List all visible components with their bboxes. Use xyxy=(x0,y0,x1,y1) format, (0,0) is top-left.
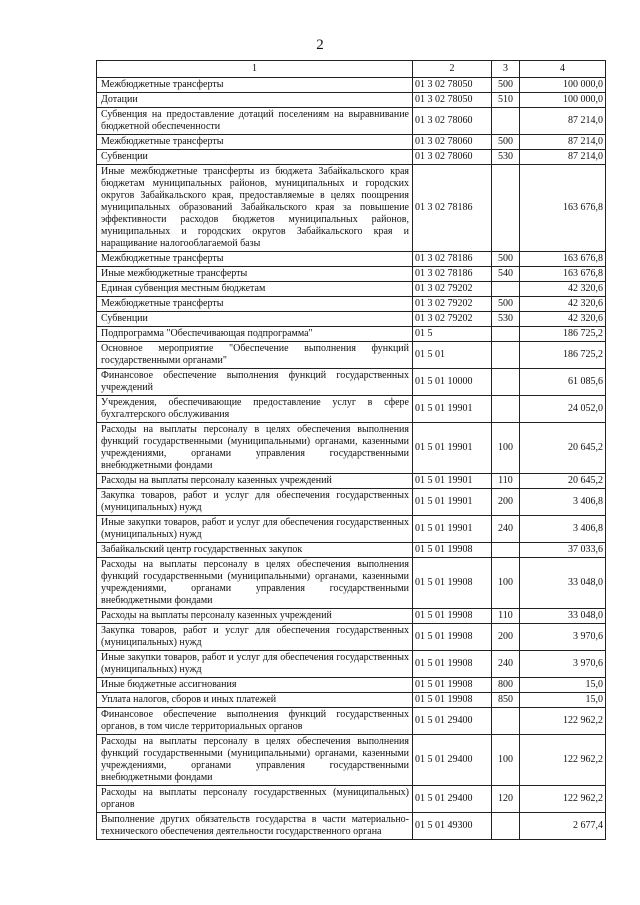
row-vr: 530 xyxy=(492,150,520,165)
table-row xyxy=(97,693,606,708)
table-row xyxy=(97,267,606,282)
header-col-2: 2 xyxy=(413,61,492,78)
table-row xyxy=(97,474,606,489)
row-vr xyxy=(492,327,520,342)
table-row xyxy=(97,93,606,108)
row-code: 01 3 02 78060 xyxy=(413,150,492,165)
row-code: 01 5 xyxy=(413,327,492,342)
row-sum: 87 214,0 xyxy=(520,135,606,150)
row-sum: 3 970,6 xyxy=(520,651,606,678)
row-sum: 163 676,8 xyxy=(520,165,606,252)
row-code: 01 5 01 19908 xyxy=(413,609,492,624)
row-name: Межбюджетные трансферты xyxy=(97,135,413,150)
row-code: 01 3 02 78186 xyxy=(413,165,492,252)
row-name: Расходы на выплаты персоналу в целях обеспечения выполнения функций государственными (муниципальными) органами, казенными учреждениями, органами управления государственными внебюджетными фондами xyxy=(97,423,413,474)
row-vr: 850 xyxy=(492,693,520,708)
row-name: Иные межбюджетные трансферты из бюджета Забайкальского края бюджетам муниципальных районов, муниципальных и городских округов Забайкальского края, предоставляемые в целях поощрения муниципальных образований Забайкальского края за повышение эффективности расходов бюджетов муниципальных районов, муниципальных и городских округов Забайкальского края и наращивание налогооблагаемой базы xyxy=(97,165,413,252)
row-vr: 500 xyxy=(492,252,520,267)
table-row xyxy=(97,708,606,735)
row-code: 01 5 01 19908 xyxy=(413,543,492,558)
row-name: Учреждения, обеспечивающие предоставление услуг в сфере бухгалтерского обслуживания xyxy=(97,396,413,423)
row-vr xyxy=(492,708,520,735)
row-name: Выполнение других обязательств государства в части материально-технического обеспечения деятельности государственного органа xyxy=(97,813,413,840)
row-sum: 61 085,6 xyxy=(520,369,606,396)
row-sum: 3 406,8 xyxy=(520,489,606,516)
row-sum: 33 048,0 xyxy=(520,558,606,609)
row-vr xyxy=(492,396,520,423)
row-sum: 122 962,2 xyxy=(520,735,606,786)
row-vr: 110 xyxy=(492,609,520,624)
row-name: Расходы на выплаты персоналу в целях обеспечения выполнения функций государственными (муниципальными) органами, казенными учреждениями, органами управления государственными внебюджетными фондами xyxy=(97,735,413,786)
row-code: 01 5 01 29400 xyxy=(413,786,492,813)
table-row xyxy=(97,312,606,327)
row-code: 01 3 02 78050 xyxy=(413,93,492,108)
row-code: 01 5 01 xyxy=(413,342,492,369)
row-sum: 100 000,0 xyxy=(520,78,606,93)
row-name: Закупка товаров, работ и услуг для обеспечения государственных (муниципальных) нужд xyxy=(97,489,413,516)
row-vr: 500 xyxy=(492,135,520,150)
row-code: 01 5 01 10000 xyxy=(413,369,492,396)
row-code: 01 3 02 78060 xyxy=(413,108,492,135)
row-code: 01 5 01 19901 xyxy=(413,423,492,474)
row-name: Иные закупки товаров, работ и услуг для обеспечения государственных (муниципальных) нужд xyxy=(97,651,413,678)
table-row xyxy=(97,735,606,786)
row-vr: 100 xyxy=(492,558,520,609)
row-code: 01 5 01 19901 xyxy=(413,396,492,423)
row-name: Межбюджетные трансферты xyxy=(97,297,413,312)
row-sum: 163 676,8 xyxy=(520,252,606,267)
row-vr: 530 xyxy=(492,312,520,327)
row-vr: 540 xyxy=(492,267,520,282)
row-name: Субвенции xyxy=(97,312,413,327)
row-vr xyxy=(492,813,520,840)
row-name: Межбюджетные трансферты xyxy=(97,252,413,267)
row-sum: 87 214,0 xyxy=(520,150,606,165)
row-vr xyxy=(492,165,520,252)
row-code: 01 5 01 19901 xyxy=(413,516,492,543)
row-code: 01 3 02 79202 xyxy=(413,282,492,297)
row-code: 01 5 01 19901 xyxy=(413,489,492,516)
table-row xyxy=(97,78,606,93)
table-row xyxy=(97,516,606,543)
row-name: Расходы на выплаты персоналу государственных (муниципальных) органов xyxy=(97,786,413,813)
row-sum: 122 962,2 xyxy=(520,708,606,735)
row-vr xyxy=(492,543,520,558)
row-sum: 186 725,2 xyxy=(520,342,606,369)
row-code: 01 3 02 78060 xyxy=(413,135,492,150)
row-name: Иные закупки товаров, работ и услуг для обеспечения государственных (муниципальных) нужд xyxy=(97,516,413,543)
header-col-1: 1 xyxy=(97,61,413,78)
header-col-3: 3 xyxy=(492,61,520,78)
row-code: 01 3 02 78186 xyxy=(413,267,492,282)
row-sum: 3 970,6 xyxy=(520,624,606,651)
row-vr: 100 xyxy=(492,735,520,786)
table-row xyxy=(97,297,606,312)
table-row xyxy=(97,786,606,813)
row-vr xyxy=(492,369,520,396)
table-body xyxy=(97,78,606,840)
row-code: 01 5 01 19908 xyxy=(413,693,492,708)
row-code: 01 5 01 19908 xyxy=(413,678,492,693)
row-code: 01 5 01 29400 xyxy=(413,735,492,786)
row-code: 01 3 02 79202 xyxy=(413,297,492,312)
table-row xyxy=(97,813,606,840)
row-code: 01 3 02 79202 xyxy=(413,312,492,327)
header-row xyxy=(97,61,606,78)
row-sum: 87 214,0 xyxy=(520,108,606,135)
row-vr xyxy=(492,108,520,135)
row-name: Забайкальский центр государственных закупок xyxy=(97,543,413,558)
table-row xyxy=(97,609,606,624)
row-name: Единая субвенция местным бюджетам xyxy=(97,282,413,297)
row-sum: 15,0 xyxy=(520,693,606,708)
row-vr: 200 xyxy=(492,624,520,651)
row-name: Финансовое обеспечение выполнения функций государственных органов, в том числе территориальных органов xyxy=(97,708,413,735)
row-name: Закупка товаров, работ и услуг для обеспечения государственных (муниципальных) нужд xyxy=(97,624,413,651)
table-row xyxy=(97,678,606,693)
row-sum: 100 000,0 xyxy=(520,93,606,108)
row-name: Субвенции xyxy=(97,150,413,165)
table-row xyxy=(97,624,606,651)
row-vr xyxy=(492,282,520,297)
row-sum: 42 320,6 xyxy=(520,312,606,327)
row-name: Финансовое обеспечение выполнения функций государственных учреждений xyxy=(97,369,413,396)
page-number: 2 xyxy=(316,37,324,53)
row-code: 01 5 01 19908 xyxy=(413,558,492,609)
row-sum: 2 677,4 xyxy=(520,813,606,840)
table-row xyxy=(97,165,606,252)
row-code: 01 5 01 19908 xyxy=(413,624,492,651)
row-vr: 200 xyxy=(492,489,520,516)
row-sum: 186 725,2 xyxy=(520,327,606,342)
row-name: Дотации xyxy=(97,93,413,108)
row-sum: 24 052,0 xyxy=(520,396,606,423)
row-sum: 20 645,2 xyxy=(520,474,606,489)
row-vr: 100 xyxy=(492,423,520,474)
row-vr: 500 xyxy=(492,78,520,93)
table-row xyxy=(97,342,606,369)
table-row xyxy=(97,558,606,609)
row-code: 01 5 01 19908 xyxy=(413,651,492,678)
row-vr: 120 xyxy=(492,786,520,813)
table-row xyxy=(97,282,606,297)
table-row xyxy=(97,489,606,516)
row-vr: 800 xyxy=(492,678,520,693)
row-vr: 500 xyxy=(492,297,520,312)
table-row xyxy=(97,252,606,267)
row-name: Основное мероприятие "Обеспечение выполнения функций государственными органами" xyxy=(97,342,413,369)
row-code: 01 3 02 78050 xyxy=(413,78,492,93)
table-row xyxy=(97,423,606,474)
row-name: Расходы на выплаты персоналу казенных учреждений xyxy=(97,474,413,489)
table-row xyxy=(97,651,606,678)
table-row xyxy=(97,108,606,135)
header-col-4: 4 xyxy=(520,61,606,78)
row-sum: 163 676,8 xyxy=(520,267,606,282)
row-name: Уплата налогов, сборов и иных платежей xyxy=(97,693,413,708)
row-name: Подпрограмма "Обеспечивающая подпрограмма" xyxy=(97,327,413,342)
table-row xyxy=(97,396,606,423)
row-sum: 122 962,2 xyxy=(520,786,606,813)
row-vr: 240 xyxy=(492,651,520,678)
row-code: 01 5 01 49300 xyxy=(413,813,492,840)
row-code: 01 5 01 19901 xyxy=(413,474,492,489)
row-name: Межбюджетные трансферты xyxy=(97,78,413,93)
row-sum: 3 406,8 xyxy=(520,516,606,543)
row-sum: 42 320,6 xyxy=(520,282,606,297)
budget-table xyxy=(96,60,606,840)
row-name: Расходы на выплаты персоналу в целях обеспечения выполнения функций государственными (муниципальными) органами, казенными учреждениями, органами управления государственными внебюджетными фондами xyxy=(97,558,413,609)
row-name: Иные межбюджетные трансферты xyxy=(97,267,413,282)
table-row xyxy=(97,150,606,165)
row-vr: 110 xyxy=(492,474,520,489)
row-vr: 240 xyxy=(492,516,520,543)
row-sum: 37 033,6 xyxy=(520,543,606,558)
row-vr xyxy=(492,342,520,369)
table-row xyxy=(97,369,606,396)
row-sum: 33 048,0 xyxy=(520,609,606,624)
row-code: 01 5 01 29400 xyxy=(413,708,492,735)
row-code: 01 3 02 78186 xyxy=(413,252,492,267)
table-row xyxy=(97,327,606,342)
table-row xyxy=(97,135,606,150)
row-sum: 20 645,2 xyxy=(520,423,606,474)
row-sum: 42 320,6 xyxy=(520,297,606,312)
row-sum: 15,0 xyxy=(520,678,606,693)
row-name: Субвенция на предоставление дотаций поселениям на выравнивание бюджетной обеспеченности xyxy=(97,108,413,135)
row-name: Иные бюджетные ассигнования xyxy=(97,678,413,693)
table-row xyxy=(97,543,606,558)
row-name: Расходы на выплаты персоналу казенных учреждений xyxy=(97,609,413,624)
row-vr: 510 xyxy=(492,93,520,108)
